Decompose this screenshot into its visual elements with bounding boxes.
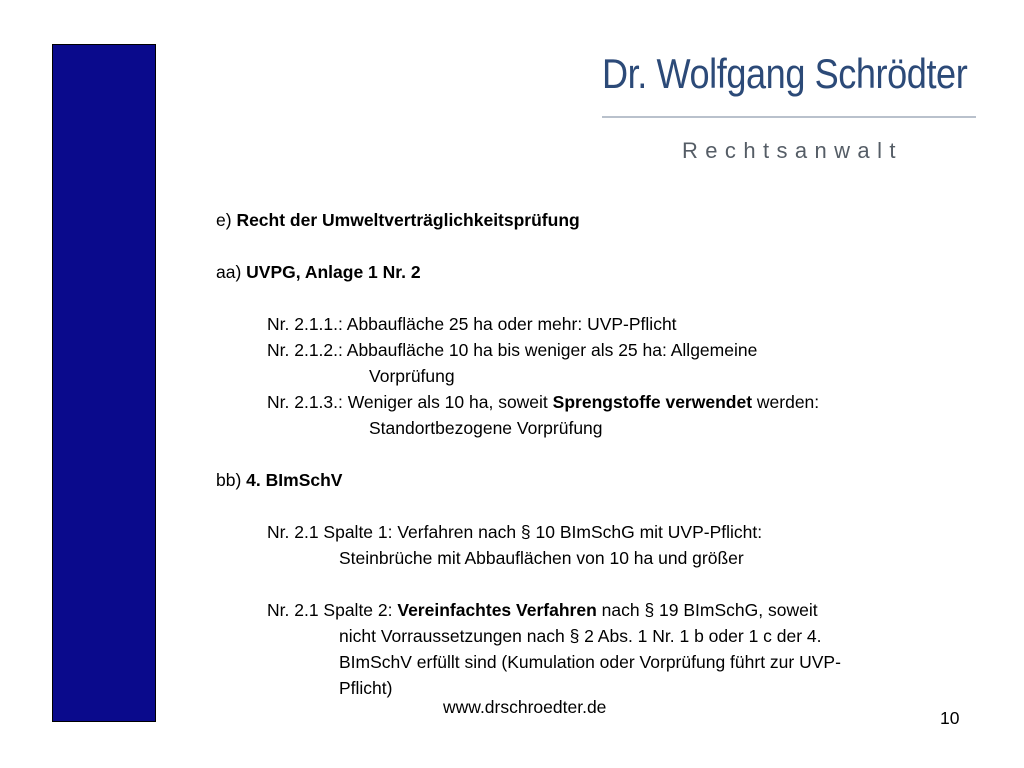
bimschv-item-1: Nr. 2.1 Spalte 1: Verfahren nach § 10 BImSchG mit UVP-Pflicht: bbox=[267, 522, 763, 542]
section-e-heading bbox=[216, 207, 580, 233]
bimschv-item-2-continuation-1: nicht Vorraussetzungen nach § 2 Abs. 1 Nr. 1 b oder 1 c der 4. bbox=[339, 626, 822, 646]
footer-url: www.drschroedter.de bbox=[443, 697, 607, 717]
uvpg-item-3-emphasis: Sprengstoffe verwendet bbox=[552, 392, 753, 412]
section-e-title: Recht der Umweltverträglichkeitsprüfung bbox=[236, 210, 580, 230]
bimschv-item-2-continuation-3: Pflicht) bbox=[339, 678, 393, 698]
bimschv-item-2 bbox=[267, 597, 818, 623]
section-bb-title: 4. BImSchV bbox=[246, 470, 343, 490]
bimschv-item-2-continuation-2: BImSchV erfüllt sind (Kumulation oder Vorprüfung führt zur UVP- bbox=[339, 652, 841, 672]
uvpg-item-2-continuation: Vorprüfung bbox=[369, 366, 455, 386]
uvpg-item-1: Nr. 2.1.1.: Abbaufläche 25 ha oder mehr: UVP-Pflicht bbox=[267, 314, 677, 334]
bimschv-item-1-continuation: Steinbrüche mit Abbauflächen von 10 ha und größer bbox=[339, 548, 744, 568]
section-e-prefix: e) bbox=[216, 210, 232, 230]
uvpg-item-3-text-end: werden: bbox=[752, 392, 820, 412]
uvpg-item-3 bbox=[267, 389, 819, 415]
section-aa-heading bbox=[216, 259, 421, 285]
uvpg-item-3-continuation: Standortbezogene Vorprüfung bbox=[369, 418, 603, 438]
page-number: 10 bbox=[940, 708, 960, 728]
firm-logo bbox=[602, 50, 976, 174]
bimschv-item-2-text: Nr. 2.1 Spalte 2: bbox=[267, 600, 398, 620]
bimschv-item-2-text-end: nach § 19 BImSchG, soweit bbox=[596, 600, 818, 620]
logo-tagline: Rechtsanwalt bbox=[682, 138, 903, 163]
uvpg-item-2: Nr. 2.1.2.: Abbaufläche 10 ha bis weniger als 25 ha: Allgemeine bbox=[267, 340, 758, 360]
uvpg-item-3-text: Nr. 2.1.3.: Weniger als 10 ha, soweit bbox=[267, 392, 553, 412]
section-bb-prefix: bb) bbox=[216, 470, 242, 490]
bimschv-item-2-emphasis: Vereinfachtes Verfahren bbox=[397, 600, 597, 620]
section-aa-prefix: aa) bbox=[216, 262, 242, 282]
section-bb-heading bbox=[216, 467, 342, 493]
sidebar-bar bbox=[52, 44, 156, 722]
section-aa-title: UVPG, Anlage 1 Nr. 2 bbox=[246, 262, 421, 282]
logo-divider bbox=[602, 116, 976, 118]
logo-name: Dr. Wolfgang Schrödter bbox=[602, 50, 968, 97]
